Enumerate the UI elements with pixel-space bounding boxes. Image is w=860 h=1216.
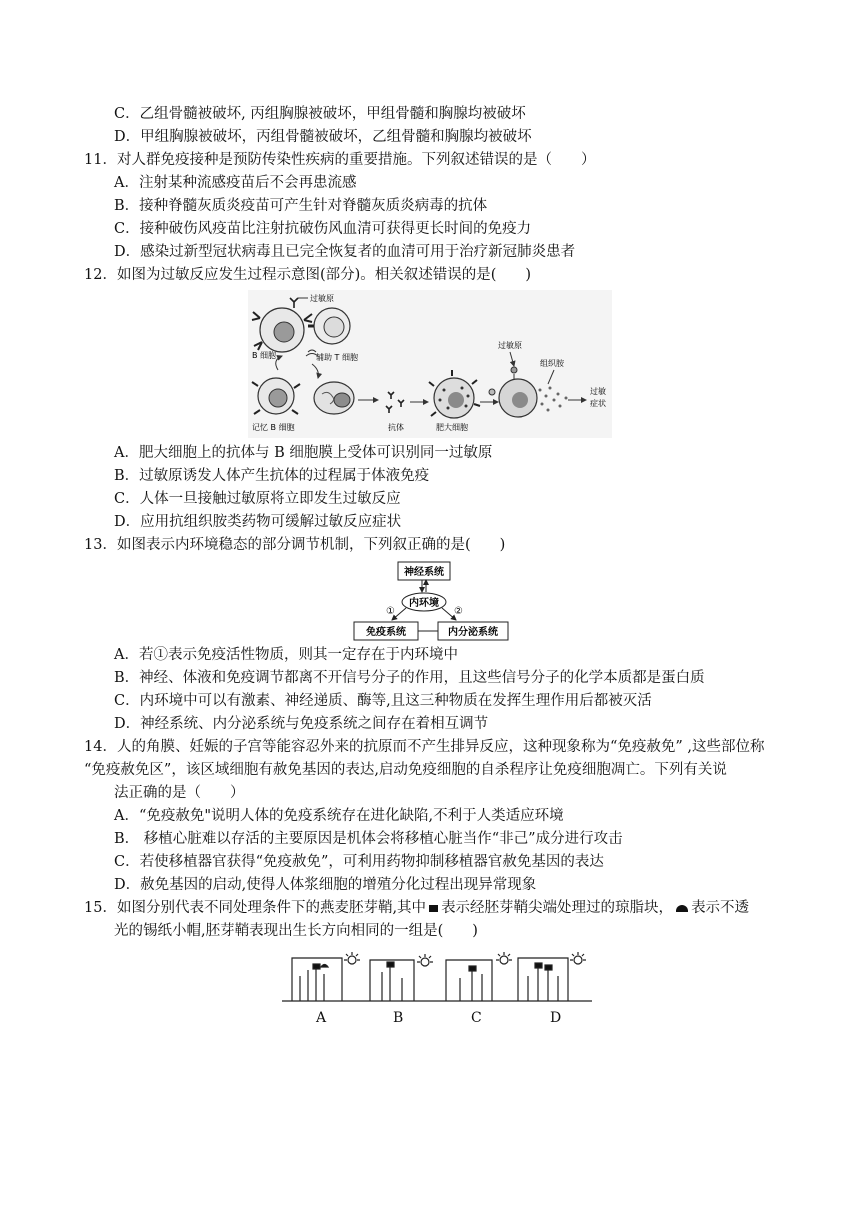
label-internal: 内环境 — [409, 598, 439, 609]
allergy-process-figure — [248, 290, 612, 438]
q15-label-c: C — [471, 1010, 482, 1026]
label-endocrine: 内分泌系统 — [448, 627, 498, 638]
label-mast-cell: 肥大细胞 — [436, 423, 468, 432]
coleoptile-group-b — [370, 954, 433, 1001]
q11-option-b: B．接种脊髓灰质炎疫苗可产生针对脊髓灰质炎病毒的抗体 — [114, 198, 488, 214]
q12-option-d: D．应用抗组织胺类药物可缓解过敏反应症状 — [114, 514, 402, 530]
label-antibody: 抗体 — [388, 423, 404, 432]
label-histamine: 组织胺 — [540, 359, 564, 368]
q15-label-d: D — [550, 1010, 562, 1026]
q14-option-c: C．若使移植器官获得“免疫赦免”，可利用药物抑制移植器官赦免基因的表达 — [114, 854, 604, 870]
q12-stem: 12．如图为过敏反应发生过程示意图(部分)。相关叙述错误的是( ) — [84, 267, 532, 283]
q14-option-a: A．“免疫赦免"说明人体的免疫系统存在进化缺陷,不利于人类适应环境 — [114, 808, 564, 824]
q11-option-a: A．注射某种流感疫苗后不会再患流感 — [114, 175, 357, 191]
label-memory-b: 记忆 B 细胞 — [252, 423, 295, 432]
label-mark2: ② — [454, 606, 463, 617]
q10-option-c: C．乙组骨髓被破坏, 丙组胸腺被破坏，甲组骨髓和胸腺均被破坏 — [114, 106, 526, 122]
q11-option-d: D．感染过新型冠状病毒且已完全恢复者的血清可用于治疗新冠肺炎患者 — [114, 244, 576, 260]
coleoptile-group-a — [292, 952, 360, 1001]
plasma-cell-graphic — [314, 382, 354, 414]
tin-foil-cap-icon — [676, 905, 688, 912]
coleoptile-figure — [282, 948, 592, 1004]
q13-option-a: A．若①表示免疫活性物质，则其一定存在于内环境中 — [114, 647, 458, 663]
label-b-cell: B 细胞 — [252, 351, 277, 360]
label-allergen-top: 过敏原 — [310, 294, 334, 303]
q14-stem-line-3: 法正确的是（ ） — [114, 785, 245, 801]
q13-stem: 13．如图表示内环境稳态的部分调节机制，下列叙正确的是( ) — [84, 537, 506, 553]
q12-option-a: A．肥大细胞上的抗体与 B 细胞膜上受体可识别同一过敏原 — [114, 445, 493, 461]
q11-stem: 11．对人群免疫接种是预防传染性疾病的重要措施。下列叙述错误的是（ ） — [84, 152, 596, 168]
q15-stem-part3: 表示不透 — [691, 900, 750, 916]
q10-option-d: D．甲组胸腺被破坏，丙组骨髓被破坏，乙组骨髓和胸腺均被破坏 — [114, 129, 532, 145]
label-nervous: 神经系统 — [404, 567, 444, 578]
q14-option-d: D．赦免基因的启动,使得人体浆细胞的增殖分化过程出现异常现象 — [114, 877, 537, 893]
q14-option-b: B． 移植心脏难以存活的主要原因是机体会将移植心脏当作“非己”成分进行攻击 — [114, 831, 623, 847]
q14-stem-line-2: “免疫赦免区”，该区域细胞有赦免基因的表达,启动免疫细胞的自杀程序让免疫细胞凋亡。下列有关说 — [84, 762, 727, 778]
label-allergen-right: 过敏原 — [498, 341, 522, 350]
q13-option-c: C．内环境中可以有激素、神经递质、酶等,且这三种物质在发挥生理作用后都被灭活 — [114, 693, 652, 709]
label-immune: 免疫系统 — [366, 627, 406, 638]
regulation-figure — [352, 560, 512, 644]
q15-stem-part1: 15．如图分别代表不同处理条件下的燕麦胚芽鞘,其中 — [84, 900, 427, 916]
q14-stem-line-1: 14．人的角膜、妊娠的子宫等能容忍外来的抗原而不产生排异反应，这种现象称为“免疫赦免” ,这些部位称 — [84, 739, 765, 755]
coleoptile-group-c — [446, 952, 512, 1001]
q12-option-c: C．人体一旦接触过敏原将立即发生过敏反应 — [114, 491, 401, 507]
agar-block-icon — [429, 905, 438, 912]
q15-stem-part2: 表示经胚芽鞘尖端处理过的琼脂块， — [441, 900, 674, 916]
coleoptile-group-d — [518, 952, 586, 1001]
q15-stem-line-1 — [84, 898, 749, 918]
q15-stem-line-2: 光的锡纸小帽,胚芽鞘表现出生长方向相同的一组是( ) — [114, 923, 478, 939]
q13-option-d: D．神经系统、内分泌系统与免疫系统之间存在着相互调节 — [114, 716, 489, 732]
label-symptom-2: 症状 — [590, 399, 606, 408]
q15-label-b: B — [393, 1010, 404, 1026]
q15-label-a: A — [316, 1010, 327, 1026]
q13-option-b: B．神经、体液和免疫调节都离不开信号分子的作用，且这些信号分子的化学本质都是蛋白质 — [114, 670, 705, 686]
label-symptom-1: 过敏 — [590, 387, 606, 396]
label-helper-t: 辅助 T 细胞 — [316, 353, 358, 362]
q12-option-b: B．过敏原诱发人体产生抗体的过程属于体液免疫 — [114, 468, 430, 484]
q11-option-c: C．接种破伤风疫苗比注射抗破伤风血清可获得更长时间的免疫力 — [114, 221, 532, 237]
label-mark1: ① — [386, 606, 395, 617]
